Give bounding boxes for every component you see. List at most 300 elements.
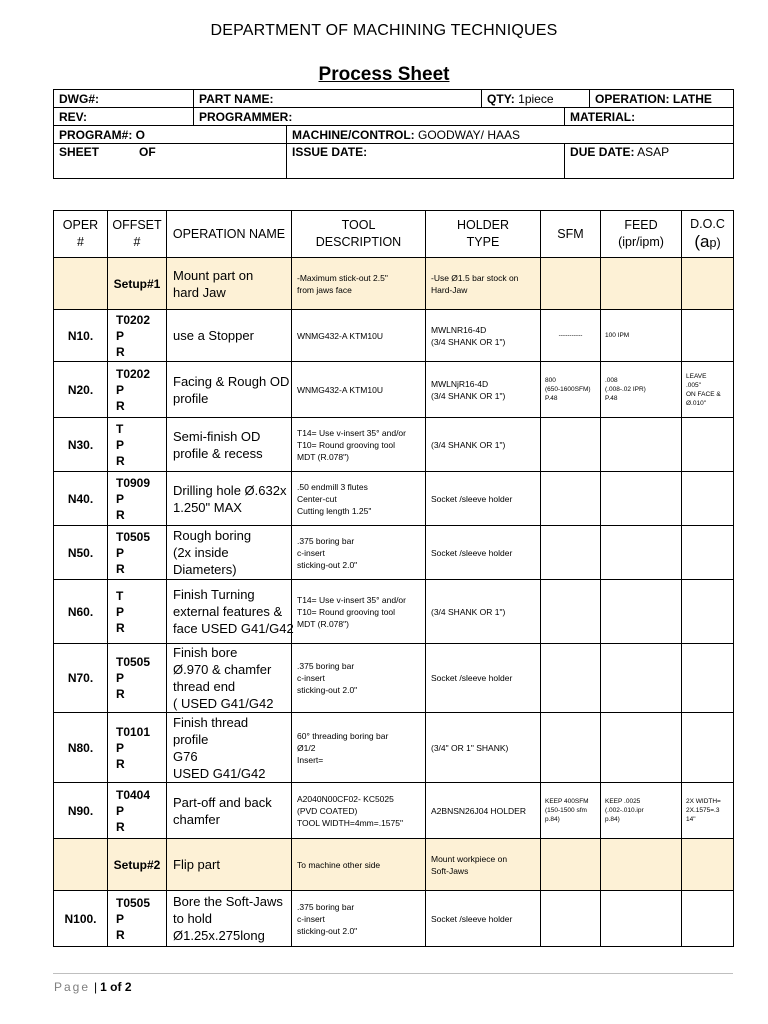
footer-page-word: Page — [54, 980, 91, 994]
cell-offset-line: P — [116, 604, 125, 619]
cell-tool-description-line: sticking-out 2.0" — [297, 559, 358, 570]
rev-label: REV: — [59, 109, 88, 124]
col-header-operation-name — [167, 211, 292, 258]
cell-offset-line: T0505 — [116, 895, 151, 910]
cell-operation-name — [167, 418, 292, 472]
cell-offset — [108, 644, 167, 713]
cell-feed-line: p.84) — [605, 816, 620, 823]
cell-tool-description-line: To machine other side — [297, 859, 381, 870]
cell-tool-description — [292, 580, 426, 644]
header-info-table — [53, 89, 734, 179]
material-cell — [565, 108, 734, 126]
cell-tool-description-line: T10= Round grooving tool — [297, 439, 396, 450]
cell-oper-text: N20. — [67, 382, 94, 397]
cell-operation-name-line: Rough boring — [173, 528, 252, 543]
cell-offset — [108, 310, 167, 362]
cell-holder-type-line: (3/4 SHANK OR 1") — [431, 606, 506, 617]
cell-tool-description — [292, 713, 426, 783]
footer-divider — [53, 973, 733, 974]
cell-operation-name — [167, 526, 292, 580]
cell-operation-name-line: Finish bore — [173, 645, 238, 660]
cell-holder-type-line: Mount workpiece on — [431, 853, 508, 864]
programmer-label: PROGRAMMER: — [199, 109, 293, 124]
cell-operation-name-line: 1.250" MAX — [173, 499, 242, 515]
cell-doc-line: Ø.010" — [686, 399, 707, 407]
part-name-cell — [194, 90, 482, 108]
of-label: OF — [139, 145, 156, 159]
table-body — [54, 258, 734, 947]
table-row — [54, 891, 734, 947]
col-header-operation-name-text: OPERATION NAME — [172, 226, 286, 241]
cell-operation-name-line: thread end — [173, 679, 236, 694]
cell-operation-name-line: Finish Turning — [173, 587, 255, 602]
sheet-cell — [54, 144, 287, 179]
cell-sfm — [541, 644, 601, 713]
col-header-oper-line1: OPER — [62, 218, 99, 232]
cell-sfm-line: ----------- — [558, 332, 583, 339]
cell-operation-name-line: Semi-finish OD — [173, 428, 261, 444]
cell-offset-line: T0101 — [116, 724, 151, 739]
col-header-offset-line1: OFFSET — [112, 218, 162, 232]
cell-tool-description-line: .50 endmill 3 flutes — [297, 481, 368, 492]
cell-offset — [108, 418, 167, 472]
cell-offset — [108, 783, 167, 839]
cell-oper — [54, 891, 108, 947]
col-header-holder — [426, 211, 541, 258]
cell-holder-type — [426, 713, 541, 783]
cell-offset-line: P — [116, 740, 125, 755]
cell-offset-line: P — [116, 911, 125, 926]
cell-tool-description-line: T10= Round grooving tool — [297, 606, 396, 617]
cell-doc — [682, 839, 734, 891]
cell-operation-name-line: Facing & Rough OD — [173, 373, 290, 389]
cell-doc — [682, 310, 734, 362]
cell-tool-description — [292, 526, 426, 580]
cell-operation-name-line: Mount part on — [173, 267, 254, 283]
header-row-3 — [54, 126, 734, 144]
cell-offset-line: T0505 — [116, 655, 151, 669]
cell-offset-line: R — [116, 453, 125, 468]
due-date-cell — [565, 144, 734, 179]
table-row — [54, 644, 734, 713]
cell-sfm — [541, 839, 601, 891]
cell-operation-name — [167, 472, 292, 526]
cell-doc-line: 2X.1575=.3 — [686, 807, 720, 814]
cell-sfm-line: p.84) — [545, 816, 560, 823]
cell-holder-type — [426, 258, 541, 310]
cell-offset-line: P — [116, 671, 125, 685]
cell-doc — [682, 713, 734, 783]
cell-offset-line: T0404 — [116, 787, 151, 802]
col-header-tool-line1: TOOL — [341, 218, 376, 232]
cell-operation-name-line: Ø1.25x.275long — [173, 928, 265, 943]
programmer-cell — [194, 108, 565, 126]
cell-offset-line: R — [116, 507, 125, 522]
material-label: MATERIAL: — [570, 109, 636, 124]
cell-operation-name — [167, 362, 292, 418]
table-row — [54, 258, 734, 310]
cell-sfm-line: (150-1500 sfm — [545, 807, 587, 814]
cell-operation-name-line: profile & recess — [173, 445, 263, 461]
cell-sfm — [541, 258, 601, 310]
cell-tool-description-line: Center-cut — [297, 493, 337, 504]
cell-sfm — [541, 580, 601, 644]
cell-doc-line: ON FACE & — [686, 390, 721, 398]
issue-date-label: ISSUE DATE: — [292, 145, 368, 159]
cell-sfm — [541, 362, 601, 418]
cell-offset-line: R — [116, 687, 125, 701]
cell-sfm — [541, 418, 601, 472]
cell-oper-text: N30. — [67, 437, 94, 452]
cell-operation-name-line: USED G41/G42 — [173, 765, 266, 781]
cell-operation-name-line: (2x inside — [173, 545, 229, 560]
cell-tool-description — [292, 891, 426, 947]
cell-holder-type-line: Socket /sleeve holder — [431, 673, 513, 683]
cell-doc-line: 14" — [686, 816, 696, 823]
cell-feed — [601, 644, 682, 713]
cell-operation-name — [167, 783, 292, 839]
cell-tool-description — [292, 418, 426, 472]
cell-doc — [682, 362, 734, 418]
cell-sfm — [541, 526, 601, 580]
cell-oper-text: N50. — [67, 545, 94, 560]
cell-feed — [601, 891, 682, 947]
cell-tool-description-line: (PVD COATED) — [297, 805, 358, 816]
cell-doc — [682, 472, 734, 526]
cell-holder-type-line: Hard-Jaw — [431, 284, 468, 295]
cell-holder-type — [426, 783, 541, 839]
table-row — [54, 839, 734, 891]
cell-tool-description-line: from jaws face — [297, 284, 352, 295]
cell-operation-name — [167, 891, 292, 947]
cell-operation-name-line: profile — [173, 390, 209, 406]
operation-label: OPERATION: — [595, 91, 670, 106]
cell-feed — [601, 580, 682, 644]
cell-tool-description — [292, 258, 426, 310]
table-header-row — [54, 211, 734, 258]
cell-holder-type-line: A2BNSN26J04 HOLDER — [431, 805, 526, 816]
cell-holder-type-line: MWLNjR16-4D — [431, 378, 489, 389]
cell-doc-line: LEAVE — [686, 372, 707, 380]
cell-offset-line: T — [116, 421, 124, 436]
cell-oper-text: N60. — [67, 604, 94, 619]
cell-tool-description-line: Insert= — [297, 754, 324, 765]
cell-tool-description-line: A2040N00CF02- KC5025 — [297, 793, 394, 804]
cell-offset — [108, 362, 167, 418]
cell-holder-type-line: Soft-Jaws — [431, 865, 469, 876]
cell-oper — [54, 783, 108, 839]
cell-feed — [601, 362, 682, 418]
cell-offset — [108, 472, 167, 526]
cell-tool-description-line: T14= Use v-insert 35° and/or — [297, 594, 406, 605]
cell-holder-type-line: Socket /sleeve holder — [431, 547, 513, 558]
cell-oper — [54, 418, 108, 472]
cell-holder-type — [426, 310, 541, 362]
cell-operation-name — [167, 713, 292, 783]
cell-offset-line: R — [116, 561, 125, 576]
cell-operation-name-line: face USED G41/G42 — [173, 621, 294, 636]
cell-tool-description-line: MDT (R.078") — [297, 451, 349, 462]
cell-tool-description — [292, 783, 426, 839]
cell-offset-line: T0202 — [116, 312, 151, 327]
cell-offset-line: R — [116, 819, 125, 834]
cell-oper — [54, 526, 108, 580]
cell-tool-description — [292, 644, 426, 713]
cell-tool-description-line: .375 boring bar — [297, 901, 355, 912]
cell-holder-type — [426, 526, 541, 580]
cell-operation-name — [167, 310, 292, 362]
col-header-doc-ap-p: p) — [709, 236, 721, 250]
cell-operation-name-line: Part-off and back — [173, 794, 272, 810]
issue-date-cell — [287, 144, 565, 179]
cell-operation-name-line: to hold — [173, 911, 213, 926]
cell-feed — [601, 783, 682, 839]
cell-offset-line: T0505 — [116, 529, 151, 544]
cell-offset-line: P — [116, 545, 125, 560]
cell-sfm — [541, 310, 601, 362]
cell-oper — [54, 644, 108, 713]
machine-cell — [287, 126, 734, 144]
cell-offset — [108, 580, 167, 644]
cell-offset-line: T0909 — [116, 475, 151, 490]
cell-offset-line: P — [116, 803, 125, 818]
table-row — [54, 526, 734, 580]
rev-cell — [54, 108, 194, 126]
cell-tool-description-line: sticking-out 2.0" — [297, 925, 358, 936]
cell-offset-line: R — [116, 620, 125, 635]
cell-oper — [54, 362, 108, 418]
cell-sfm — [541, 783, 601, 839]
cell-holder-type — [426, 362, 541, 418]
sheet-label: SHEET — [59, 145, 100, 159]
department-heading: DEPARTMENT OF MACHINING TECHNIQUES — [210, 22, 558, 39]
cell-doc — [682, 526, 734, 580]
table-row — [54, 418, 734, 472]
cell-feed — [601, 418, 682, 472]
header-row-1 — [54, 90, 734, 108]
cell-feed-line: (.008-.02 IPR) — [605, 386, 646, 393]
col-header-offset-line2: # — [133, 235, 141, 249]
due-date-value: ASAP — [637, 145, 670, 159]
cell-operation-name-line: profile — [173, 731, 209, 747]
cell-doc — [682, 580, 734, 644]
cell-oper-text: N100. — [64, 911, 97, 926]
cell-holder-type — [426, 418, 541, 472]
cell-tool-description-line: Cutting length 1.25" — [297, 505, 372, 516]
cell-tool-description-line: 60° threading boring bar — [297, 730, 389, 741]
cell-sfm — [541, 713, 601, 783]
col-header-tool-line2: DESCRIPTION — [315, 235, 402, 249]
cell-doc-line: .005" — [686, 381, 701, 389]
cell-tool-description-line: c-insert — [297, 913, 325, 924]
cell-feed — [601, 713, 682, 783]
cell-tool-description-line: MDT (R.078") — [297, 618, 349, 629]
cell-doc — [682, 783, 734, 839]
cell-oper — [54, 713, 108, 783]
cell-operation-name-line: Diameters) — [173, 562, 237, 577]
cell-holder-type-line: Socket /sleeve holder — [431, 493, 513, 504]
cell-tool-description-line: WNMG432-A KTM10U — [297, 384, 383, 395]
cell-doc — [682, 258, 734, 310]
table-row — [54, 713, 734, 783]
col-header-doc — [682, 211, 734, 258]
col-header-holder-line2: TYPE — [466, 235, 500, 249]
cell-operation-name — [167, 580, 292, 644]
cell-offset-line: P — [116, 437, 125, 452]
footer-separator: | — [94, 980, 98, 994]
program-cell — [54, 126, 287, 144]
cell-offset-line: Setup#2 — [113, 857, 161, 872]
table-row — [54, 783, 734, 839]
cell-oper — [54, 472, 108, 526]
cell-offset — [108, 891, 167, 947]
cell-operation-name-line: Drilling hole Ø.632x — [173, 482, 287, 498]
cell-holder-type-line: (3/4 SHANK OR 1") — [431, 390, 506, 401]
cell-tool-description-line: WNMG432-A KTM10U — [297, 330, 383, 341]
due-date-label: DUE DATE: — [570, 145, 635, 159]
cell-offset-line: T0202 — [116, 366, 151, 381]
cell-feed — [601, 258, 682, 310]
cell-operation-name-line: Bore the Soft-Jaws — [173, 894, 283, 909]
operation-value: LATHE — [672, 91, 712, 106]
qty-cell — [482, 90, 590, 108]
cell-offset-line: R — [116, 927, 125, 942]
cell-holder-type — [426, 839, 541, 891]
cell-operation-name — [167, 644, 292, 713]
col-header-holder-line1: HOLDER — [456, 218, 510, 232]
cell-operation-name-line: ( USED G41/G42 — [173, 696, 274, 711]
document-title: Process Sheet — [318, 64, 450, 85]
cell-feed-line: P.48 — [605, 395, 618, 402]
cell-doc — [682, 418, 734, 472]
cell-holder-type — [426, 580, 541, 644]
col-header-tool — [292, 211, 426, 258]
cell-tool-description-line: Ø1/2 — [297, 742, 316, 753]
cell-feed-line: (.002-.010.ipr — [605, 807, 644, 814]
cell-doc-line: 2X WIDTH= — [686, 798, 721, 805]
cell-operation-name-line: use a Stopper — [173, 328, 254, 343]
cell-offset — [108, 839, 167, 891]
cell-operation-name-line: G76 — [173, 748, 198, 764]
cell-oper — [54, 839, 108, 891]
table-row — [54, 362, 734, 418]
col-header-oper — [54, 211, 108, 258]
cell-holder-type — [426, 472, 541, 526]
col-header-doc-line2 — [682, 233, 733, 252]
cell-oper — [54, 310, 108, 362]
col-header-doc-line1: D.O.C — [690, 217, 725, 231]
cell-feed-line: .008 — [605, 377, 618, 384]
program-label: PROGRAM#: O — [59, 127, 146, 142]
cell-holder-type — [426, 644, 541, 713]
cell-doc — [682, 644, 734, 713]
cell-holder-type-line: (3/4 SHANK OR 1") — [431, 336, 506, 347]
machine-value: GOODWAY/ HAAS — [418, 127, 521, 142]
cell-holder-type-line: Socket /sleeve holder — [431, 913, 513, 924]
cell-tool-description-line: T14= Use v-insert 35° and/or — [297, 427, 406, 438]
cell-offset-line: T — [116, 588, 124, 603]
cell-offset-line: P — [116, 328, 125, 343]
cell-doc — [682, 891, 734, 947]
cell-tool-description-line: c-insert — [297, 673, 325, 683]
cell-operation-name-line: Flip part — [173, 857, 220, 872]
cell-offset-line: R — [116, 344, 125, 359]
cell-operation-name-line: external features & — [173, 604, 283, 619]
cell-offset-line: Setup#1 — [113, 276, 161, 291]
cell-tool-description-line: sticking-out 2.0" — [297, 685, 358, 695]
cell-offset — [108, 526, 167, 580]
col-header-oper-line2: # — [77, 235, 84, 249]
cell-offset-line: P — [116, 382, 125, 397]
qty-value: 1piece — [518, 91, 554, 106]
col-header-feed-line1: FEED — [624, 218, 658, 232]
process-table — [53, 210, 734, 947]
cell-oper-text: N90. — [67, 803, 94, 818]
machine-label: MACHINE/CONTROL: — [292, 127, 415, 142]
cell-feed — [601, 839, 682, 891]
cell-tool-description-line: .375 boring bar — [297, 535, 355, 546]
cell-feed — [601, 472, 682, 526]
cell-sfm — [541, 472, 601, 526]
cell-holder-type-line: -Use Ø1.5 bar stock on — [431, 272, 519, 283]
cell-tool-description — [292, 839, 426, 891]
cell-tool-description-line: .375 boring bar — [297, 661, 355, 671]
cell-operation-name-line: Finish thread — [173, 714, 249, 730]
cell-feed — [601, 310, 682, 362]
page-footer — [54, 980, 132, 994]
cell-feed — [601, 526, 682, 580]
cell-oper-text: N40. — [67, 491, 94, 506]
cell-offset-line: P — [116, 491, 125, 506]
footer-page-number: 1 of 2 — [100, 980, 132, 994]
cell-oper-text: N10. — [67, 328, 94, 343]
col-header-sfm-text: SFM — [557, 226, 584, 241]
cell-offset-line: R — [116, 756, 125, 771]
cell-holder-type-line: MWLNR16-4D — [431, 324, 487, 335]
cell-offset — [108, 713, 167, 783]
cell-holder-type-line: (3/4" OR 1" SHANK) — [431, 742, 509, 753]
cell-oper-text: N80. — [67, 740, 94, 755]
qty-label: QTY: — [487, 91, 515, 106]
cell-sfm-line: P.48 — [545, 395, 558, 402]
part-name-label: PART NAME: — [199, 91, 274, 106]
table-row — [54, 310, 734, 362]
header-row-2 — [54, 108, 734, 126]
cell-sfm-line: KEEP 400SFM — [545, 798, 589, 805]
cell-sfm-line: 800 — [545, 377, 556, 384]
cell-tool-description — [292, 362, 426, 418]
cell-operation-name-line: chamfer — [173, 811, 220, 827]
cell-oper — [54, 580, 108, 644]
col-header-feed-line2: (ipr/ipm) — [618, 235, 664, 249]
cell-oper-text: N70. — [67, 671, 94, 685]
cell-oper — [54, 258, 108, 310]
cell-sfm-line: (650-1600SFM) — [545, 386, 591, 393]
cell-tool-description-line: c-insert — [297, 547, 325, 558]
cell-sfm — [541, 891, 601, 947]
cell-tool-description — [292, 472, 426, 526]
cell-tool-description-line: -Maximum stick-out 2.5" — [297, 272, 388, 283]
cell-operation-name — [167, 258, 292, 310]
col-header-doc-ap-a: (a — [694, 232, 710, 251]
header-row-4 — [54, 144, 734, 179]
col-header-feed — [601, 211, 682, 258]
dwg-label: DWG#: — [59, 91, 99, 106]
dwg-cell — [54, 90, 194, 108]
cell-tool-description-line: TOOL WIDTH=4mm=.1575" — [297, 817, 403, 828]
cell-operation-name — [167, 839, 292, 891]
table-row — [54, 580, 734, 644]
